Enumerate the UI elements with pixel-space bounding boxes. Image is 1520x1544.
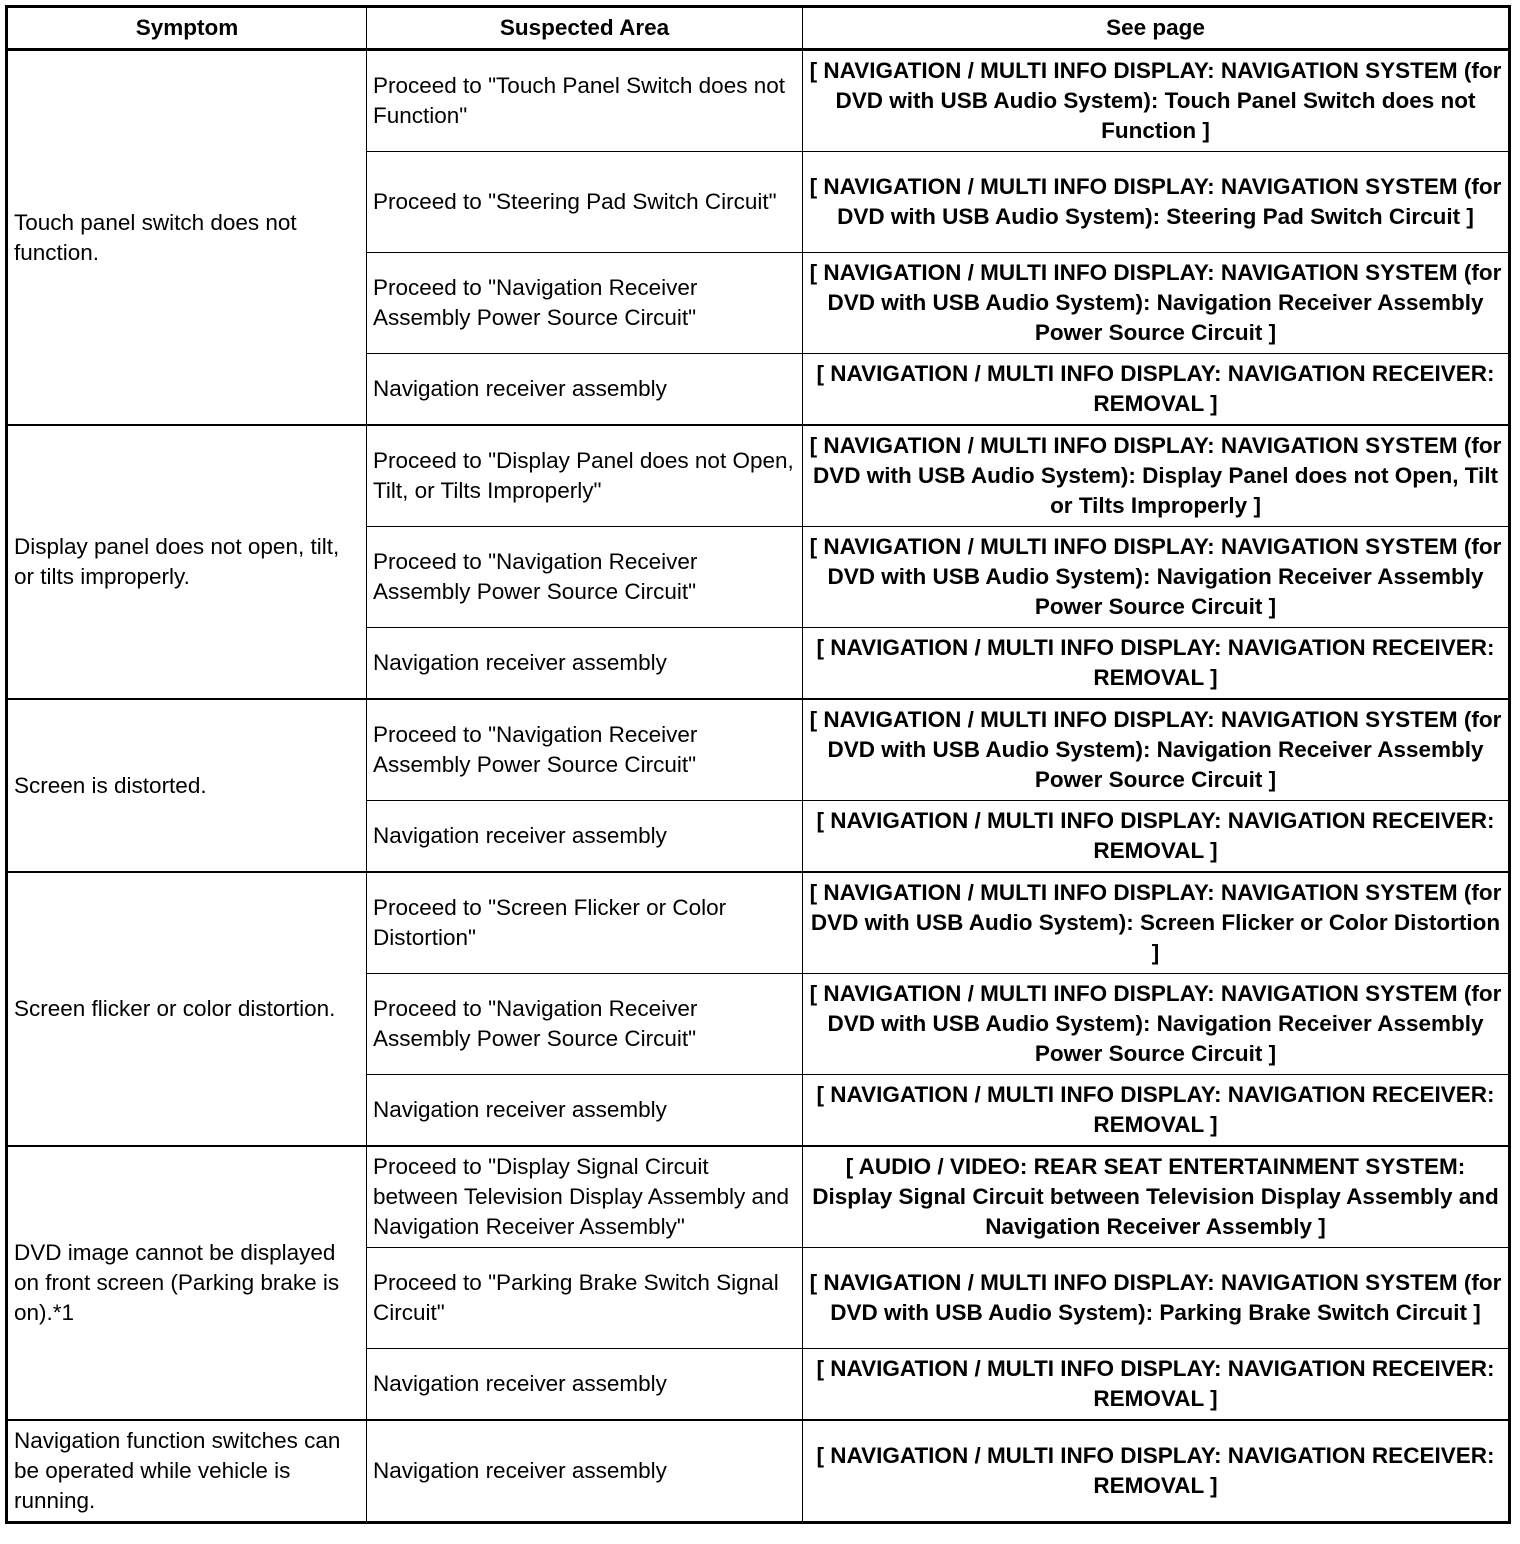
suspected-area-cell: Proceed to "Display Panel does not Open, Tilt, or Tilts Improperly"	[367, 425, 803, 527]
see-page-cell: [ NAVIGATION / MULTI INFO DISPLAY: NAVIGATION SYSTEM (for DVD with USB Audio System): Steering Pad Switch Circuit ]	[803, 152, 1510, 253]
table-row	[7, 699, 1510, 801]
troubleshooting-table	[5, 5, 1511, 1524]
header-row	[7, 7, 1510, 50]
symptom-cell: Display panel does not open, tilt, or tilts improperly.	[7, 425, 367, 699]
symptom-cell: Screen is distorted.	[7, 699, 367, 872]
see-page-cell: [ NAVIGATION / MULTI INFO DISPLAY: NAVIGATION SYSTEM (for DVD with USB Audio System): Touch Panel Switch does not Function ]	[803, 50, 1510, 152]
suspected-area-cell: Navigation receiver assembly	[367, 354, 803, 426]
see-page-cell: [ NAVIGATION / MULTI INFO DISPLAY: NAVIGATION SYSTEM (for DVD with USB Audio System): Display Panel does not Open, Tilt or Tilts Improperly ]	[803, 425, 1510, 527]
header-see-page: See page	[803, 7, 1510, 50]
suspected-area-cell: Navigation receiver assembly	[367, 801, 803, 873]
see-page-cell: [ NAVIGATION / MULTI INFO DISPLAY: NAVIGATION SYSTEM (for DVD with USB Audio System): Navigation Receiver Assembly Power Source Circuit ]	[803, 253, 1510, 354]
suspected-area-cell: Proceed to "Steering Pad Switch Circuit"	[367, 152, 803, 253]
table-row	[7, 425, 1510, 527]
suspected-area-cell: Proceed to "Navigation Receiver Assembly Power Source Circuit"	[367, 527, 803, 628]
see-page-cell: [ NAVIGATION / MULTI INFO DISPLAY: NAVIGATION RECEIVER: REMOVAL ]	[803, 801, 1510, 873]
header-symptom: Symptom	[7, 7, 367, 50]
symptom-cell: DVD image cannot be displayed on front screen (Parking brake is on).*1	[7, 1146, 367, 1420]
see-page-cell: [ NAVIGATION / MULTI INFO DISPLAY: NAVIGATION SYSTEM (for DVD with USB Audio System): Parking Brake Switch Circuit ]	[803, 1248, 1510, 1349]
suspected-area-cell: Navigation receiver assembly	[367, 1349, 803, 1421]
suspected-area-cell: Proceed to "Parking Brake Switch Signal Circuit"	[367, 1248, 803, 1349]
see-page-cell: [ NAVIGATION / MULTI INFO DISPLAY: NAVIGATION SYSTEM (for DVD with USB Audio System): Navigation Receiver Assembly Power Source Circuit ]	[803, 527, 1510, 628]
table-row	[7, 872, 1510, 974]
table-row	[7, 1420, 1510, 1523]
suspected-area-cell: Navigation receiver assembly	[367, 1075, 803, 1147]
table-row	[7, 50, 1510, 152]
suspected-area-cell: Proceed to "Navigation Receiver Assembly Power Source Circuit"	[367, 699, 803, 801]
see-page-cell: [ NAVIGATION / MULTI INFO DISPLAY: NAVIGATION RECEIVER: REMOVAL ]	[803, 628, 1510, 700]
suspected-area-cell: Navigation receiver assembly	[367, 628, 803, 700]
table-row	[7, 1146, 1510, 1248]
suspected-area-cell: Proceed to "Navigation Receiver Assembly Power Source Circuit"	[367, 253, 803, 354]
suspected-area-cell: Navigation receiver assembly	[367, 1420, 803, 1523]
see-page-cell: [ NAVIGATION / MULTI INFO DISPLAY: NAVIGATION SYSTEM (for DVD with USB Audio System): Navigation Receiver Assembly Power Source Circuit ]	[803, 699, 1510, 801]
suspected-area-cell: Proceed to "Screen Flicker or Color Distortion"	[367, 872, 803, 974]
symptom-cell: Screen flicker or color distortion.	[7, 872, 367, 1146]
see-page-cell: [ NAVIGATION / MULTI INFO DISPLAY: NAVIGATION RECEIVER: REMOVAL ]	[803, 1349, 1510, 1421]
suspected-area-cell: Proceed to "Touch Panel Switch does not Function"	[367, 50, 803, 152]
suspected-area-cell: Proceed to "Navigation Receiver Assembly Power Source Circuit"	[367, 974, 803, 1075]
see-page-cell: [ NAVIGATION / MULTI INFO DISPLAY: NAVIGATION RECEIVER: REMOVAL ]	[803, 1420, 1510, 1523]
see-page-cell: [ NAVIGATION / MULTI INFO DISPLAY: NAVIGATION RECEIVER: REMOVAL ]	[803, 1075, 1510, 1147]
symptom-cell: Touch panel switch does not function.	[7, 50, 367, 426]
symptom-cell: Navigation function switches can be operated while vehicle is running.	[7, 1420, 367, 1523]
see-page-cell: [ NAVIGATION / MULTI INFO DISPLAY: NAVIGATION SYSTEM (for DVD with USB Audio System): Navigation Receiver Assembly Power Source Circuit ]	[803, 974, 1510, 1075]
see-page-cell: [ NAVIGATION / MULTI INFO DISPLAY: NAVIGATION RECEIVER: REMOVAL ]	[803, 354, 1510, 426]
see-page-cell: [ NAVIGATION / MULTI INFO DISPLAY: NAVIGATION SYSTEM (for DVD with USB Audio System): Screen Flicker or Color Distortion ]	[803, 872, 1510, 974]
suspected-area-cell: Proceed to "Display Signal Circuit between Television Display Assembly and Navigation Receiver Assembly"	[367, 1146, 803, 1248]
see-page-cell: [ AUDIO / VIDEO: REAR SEAT ENTERTAINMENT SYSTEM: Display Signal Circuit between Television Display Assembly and Navigation Receiver Assembly ]	[803, 1146, 1510, 1248]
header-suspected-area: Suspected Area	[367, 7, 803, 50]
